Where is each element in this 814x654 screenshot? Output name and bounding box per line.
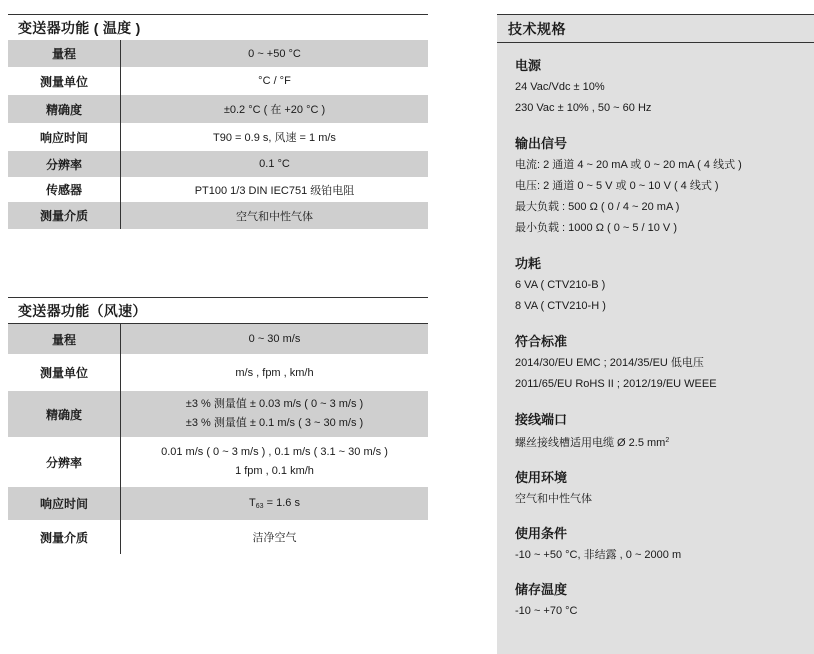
table-row: [8, 123, 428, 151]
value-line: ±3 % 测量值 ± 0.1 m/s ( 3 ~ 30 m/s ): [185, 417, 364, 429]
row-value: 洁净空气: [252, 532, 297, 544]
row-label: 测量单位: [8, 354, 121, 391]
row-label: 响应时间: [8, 487, 121, 520]
section-line: 最小负载 : 1000 Ω ( 0 ~ 5 / 10 V ): [515, 222, 677, 234]
row-label: 分辨率: [8, 151, 121, 177]
table-row: [8, 520, 428, 554]
row-value: ±0.2 °C ( 在 +20 °C ): [121, 95, 429, 123]
row-value: [121, 487, 429, 520]
row-label: 精确度: [8, 391, 121, 437]
row-value: [121, 437, 429, 487]
row-label: 测量介质: [8, 520, 121, 554]
spec-section-power: [515, 57, 814, 119]
row-label: 传感器: [8, 177, 121, 202]
temperature-table-title: 变送器功能 ( 温度 ): [8, 14, 428, 40]
spec-section-standards: [515, 333, 814, 395]
superscript: 2: [665, 437, 670, 444]
section-heading: 功耗: [515, 256, 542, 271]
row-label: 测量单位: [8, 67, 121, 95]
row-label: 响应时间: [8, 123, 121, 151]
temperature-spec-grid: [8, 40, 428, 229]
table-row: [8, 324, 428, 354]
section-line: -10 ~ +50 °C, 非结露 , 0 ~ 2000 m: [515, 549, 682, 561]
spec-section-connection: [515, 411, 814, 453]
spec-section-consumption: [515, 255, 814, 317]
section-heading: 使用条件: [515, 526, 568, 541]
spec-section-environment: [515, 469, 814, 509]
value-line: 0.01 m/s ( 0 ~ 3 m/s ) , 0.1 m/s ( 3.1 ~ 30 m/s ): [161, 446, 388, 458]
section-heading: 接线端口: [515, 412, 568, 427]
section-line: [515, 431, 814, 453]
table-row: [8, 487, 428, 520]
row-value: T90 = 0.9 s, 风速 = 1 m/s: [213, 132, 336, 144]
wind-spec-grid: [8, 324, 428, 554]
section-heading: 输出信号: [515, 136, 568, 151]
row-label: 测量介质: [8, 202, 121, 229]
t-subscript: 63: [255, 503, 264, 510]
wind-speed-function-table: [8, 297, 428, 554]
row-value: m/s , fpm , km/h: [235, 366, 314, 379]
value-line: 1 fpm , 0.1 km/h: [235, 465, 314, 477]
section-line: 电压: 2 通道 0 ~ 5 V 或 0 ~ 10 V ( 4 线式 ): [515, 180, 719, 192]
section-heading: 电源: [515, 58, 542, 73]
table-row: [8, 151, 428, 177]
t-symbol: T: [249, 497, 256, 509]
temperature-function-table: [8, 14, 428, 229]
value-line: ±3 % 测量值 ± 0.03 m/s ( 0 ~ 3 m/s ): [185, 398, 364, 410]
spec-title: 技术规格: [497, 14, 814, 43]
row-label: 量程: [8, 324, 121, 354]
section-line: 电流: 2 通道 4 ~ 20 mA 或 0 ~ 20 mA ( 4 线式 ): [515, 159, 742, 171]
section-line: 2014/30/EU EMC ; 2014/35/EU 低电压: [515, 357, 704, 369]
row-label: 量程: [8, 40, 121, 67]
table-row: [8, 95, 428, 123]
t-value: = 1.6 s: [263, 497, 300, 509]
row-label: 精确度: [8, 95, 121, 123]
spec-section-output: [515, 135, 814, 239]
table-row: [8, 67, 428, 95]
section-heading: 使用环境: [515, 470, 568, 485]
row-value: PT100 1/3 DIN IEC751 级铂电阻: [194, 184, 355, 197]
row-value: 0 ~ 30 m/s: [121, 324, 429, 354]
spec-body: [497, 43, 814, 621]
wind-table-title: 变送器功能（风速）: [8, 297, 428, 324]
section-line: 空气和中性气体: [515, 493, 592, 505]
table-row: [8, 437, 428, 487]
section-line: 8 VA ( CTV210-H ): [515, 300, 606, 312]
section-line: 2011/65/EU RoHS II ; 2012/19/EU WEEE: [515, 378, 717, 390]
section-line: -10 ~ +70 °C: [515, 605, 578, 617]
table-row: [8, 391, 428, 437]
row-value: 空气和中性气体: [121, 202, 429, 229]
row-label: 分辨率: [8, 437, 121, 487]
row-value: °C / °F: [258, 75, 291, 87]
section-heading: 储存温度: [515, 582, 568, 597]
row-value: 0 ~ +50 °C: [121, 40, 429, 67]
section-line: 6 VA ( CTV210-B ): [515, 279, 606, 291]
table-row: [8, 177, 428, 202]
spec-section-storage: [515, 581, 814, 621]
spec-section-conditions: [515, 525, 814, 565]
section-line: 24 Vac/Vdc ± 10%: [515, 81, 605, 93]
section-heading: 符合标准: [515, 334, 568, 349]
table-row: [8, 202, 428, 229]
section-line: 230 Vac ± 10% , 50 ~ 60 Hz: [515, 102, 652, 114]
cable-text: 螺丝接线槽适用电缆 Ø 2.5 mm: [515, 437, 666, 449]
technical-specifications-panel: [497, 14, 814, 654]
section-line: 最大负载 : 500 Ω ( 0 / 4 ~ 20 mA ): [515, 201, 680, 213]
table-row: [8, 40, 428, 67]
table-row: [8, 354, 428, 391]
row-value: 0.1 °C: [121, 151, 429, 177]
row-value: [121, 391, 429, 437]
